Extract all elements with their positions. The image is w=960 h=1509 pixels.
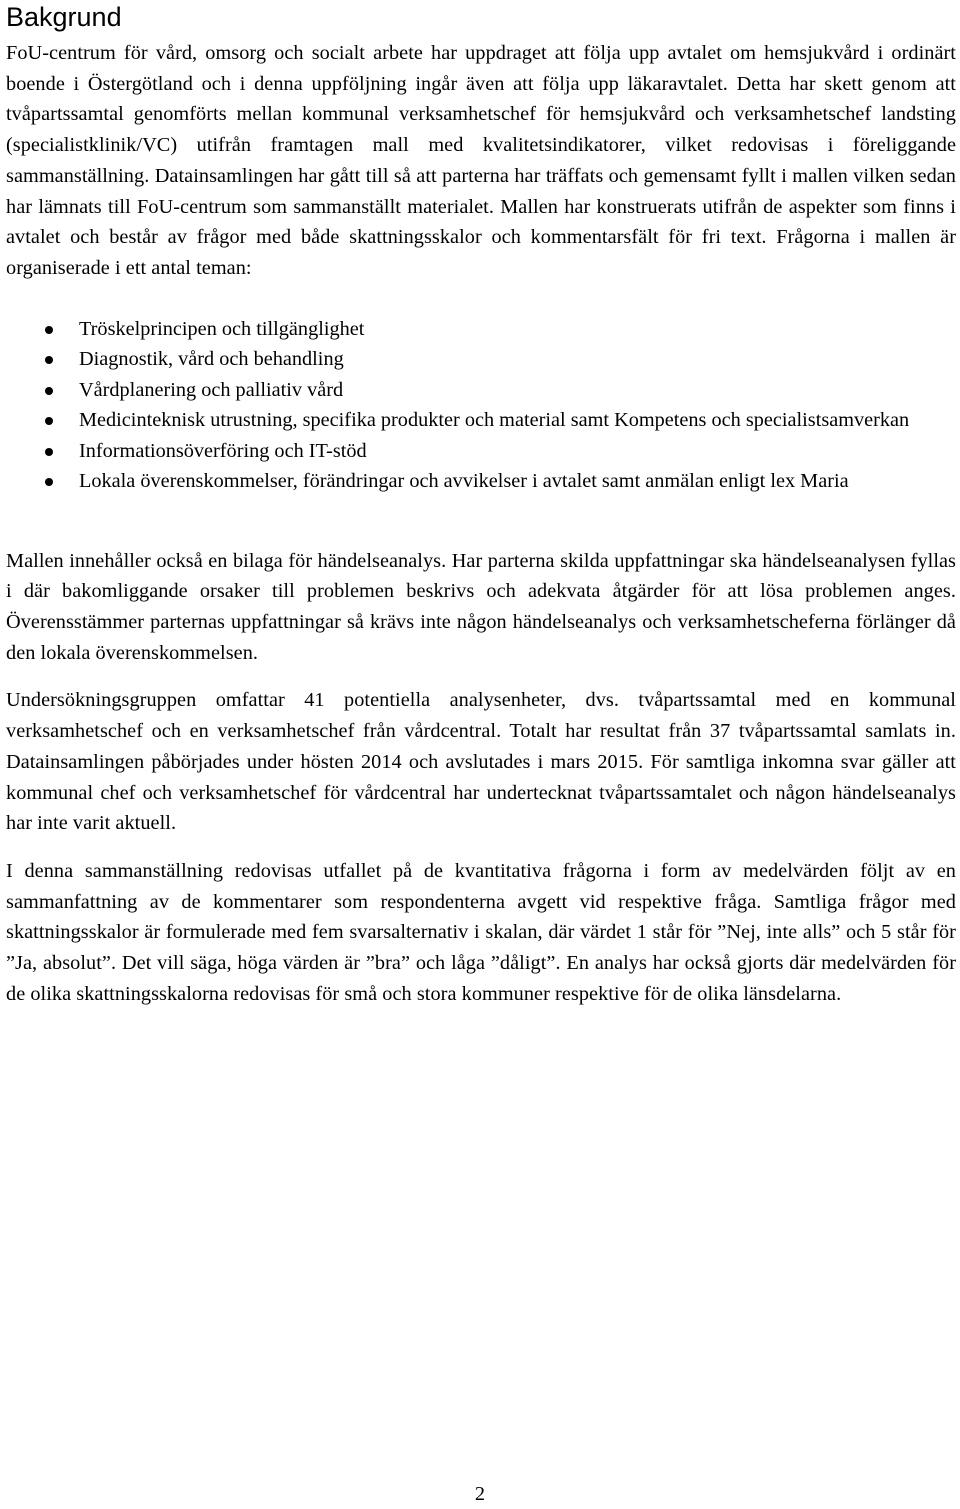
list-item-text: Diagnostik, vård och behandling [79,348,344,371]
section-heading: Bakgrund [6,2,122,32]
bullet-icon [45,326,53,334]
page-number: 2 [474,1483,486,1505]
bullet-icon [45,356,53,364]
list-item [6,314,956,345]
list-item [6,405,956,436]
list-item [6,375,956,406]
list-item-text: Medicinteknisk utrustning, specifika produkter och material samt Kompetens och specialistsamverkan [79,409,910,432]
bullet-icon [45,387,53,395]
bullet-icon [45,478,53,486]
themes-list [6,314,956,497]
list-item [6,466,956,497]
bullet-icon [45,417,53,425]
list-item-text: Lokala överenskommelser, förändringar och avvikelser i avtalet samt anmälan enligt lex Maria [79,470,849,493]
list-item [6,436,956,467]
list-item [6,344,956,375]
list-item-text: Tröskelprincipen och tillgänglighet [79,317,365,340]
document-page [6,0,956,1009]
bullet-icon [45,448,53,456]
list-item-text: Vårdplanering och palliativ vård [79,378,344,401]
event-analysis-paragraph: Mallen innehåller också en bilaga för händelseanalys. Har parterna skilda uppfattningar ska händelseanalysen fyllas i där bakomliggande orsaker till problemen beskrivs och adekvata åtgärder för att lösa problemen anges. Överensstämmer parternas uppfattningar så krävs inte någon händelseanalys och verksamhetscheferna förlänger då den lokala överenskommelsen. [6,549,956,664]
study-group-paragraph: Undersökningsgruppen omfattar 41 potentiella analysenheter, dvs. tvåpartssamtal med en kommunal verksamhetschef och en verksamhetschef från vårdcentral. Totalt har resultat från 37 tvåpartssamtal samlats in. Datainsamlingen påbörjades under hösten 2014 och avslutades i mars 2015. För samtliga inkomna svar gäller att kommunal chef och verksamhetschef för vårdcentral har undertecknat tvåpartssamtalet och någon händelseanalys har inte varit aktuell. [6,689,956,835]
list-item-text: Informationsöverföring och IT-stöd [79,439,367,462]
intro-paragraph: FoU-centrum för vård, omsorg och socialt arbete har uppdraget att följa upp avtalet om hemsjukvård i ordinärt boende i Östergötland och i denna uppföljning ingår även att följa upp läkaravtalet. Detta har skett genom att tvåpartssamtal genomförts mellan kommunal verksamhetschef för hemsjukvård och verksamhetschef landsting (specialistklinik/VC) utifrån framtagen mall med kvalitetsindikatorer, vilket redovisas i föreliggande sammanställning. Datainsamlingen har gått till så att parterna har träffats och gemensamt fyllt i mallen vilken sedan har lämnats till FoU-centrum som sammanställt materialet. Mallen har konstruerats utifrån de aspekter som finns i avtalet och består av frågor med både skattningsskalor och kommentarsfält för fri text. Frågorna i mallen är organiserade i ett antal teman: [6,42,956,279]
summary-method-paragraph: I denna sammanställning redovisas utfallet på de kvantitativa frågorna i form av medelvärden följt av en sammanfattning av de kommentarer som respondenterna avgett vid respektive fråga. Samtliga frågor med skattningsskalor är formulerade med fem svarsalternativ i skalan, där värdet 1 står för ”Nej, inte alls” och 5 står för ”Ja, absolut”. Det vill säga, höga värden är ”bra” och låga ”dåligt”. En analys har också gjorts där medelvärden för de olika skattningsskalorna redovisas för små och stora kommuner respektive för de olika länsdelarna. [6,859,956,1005]
